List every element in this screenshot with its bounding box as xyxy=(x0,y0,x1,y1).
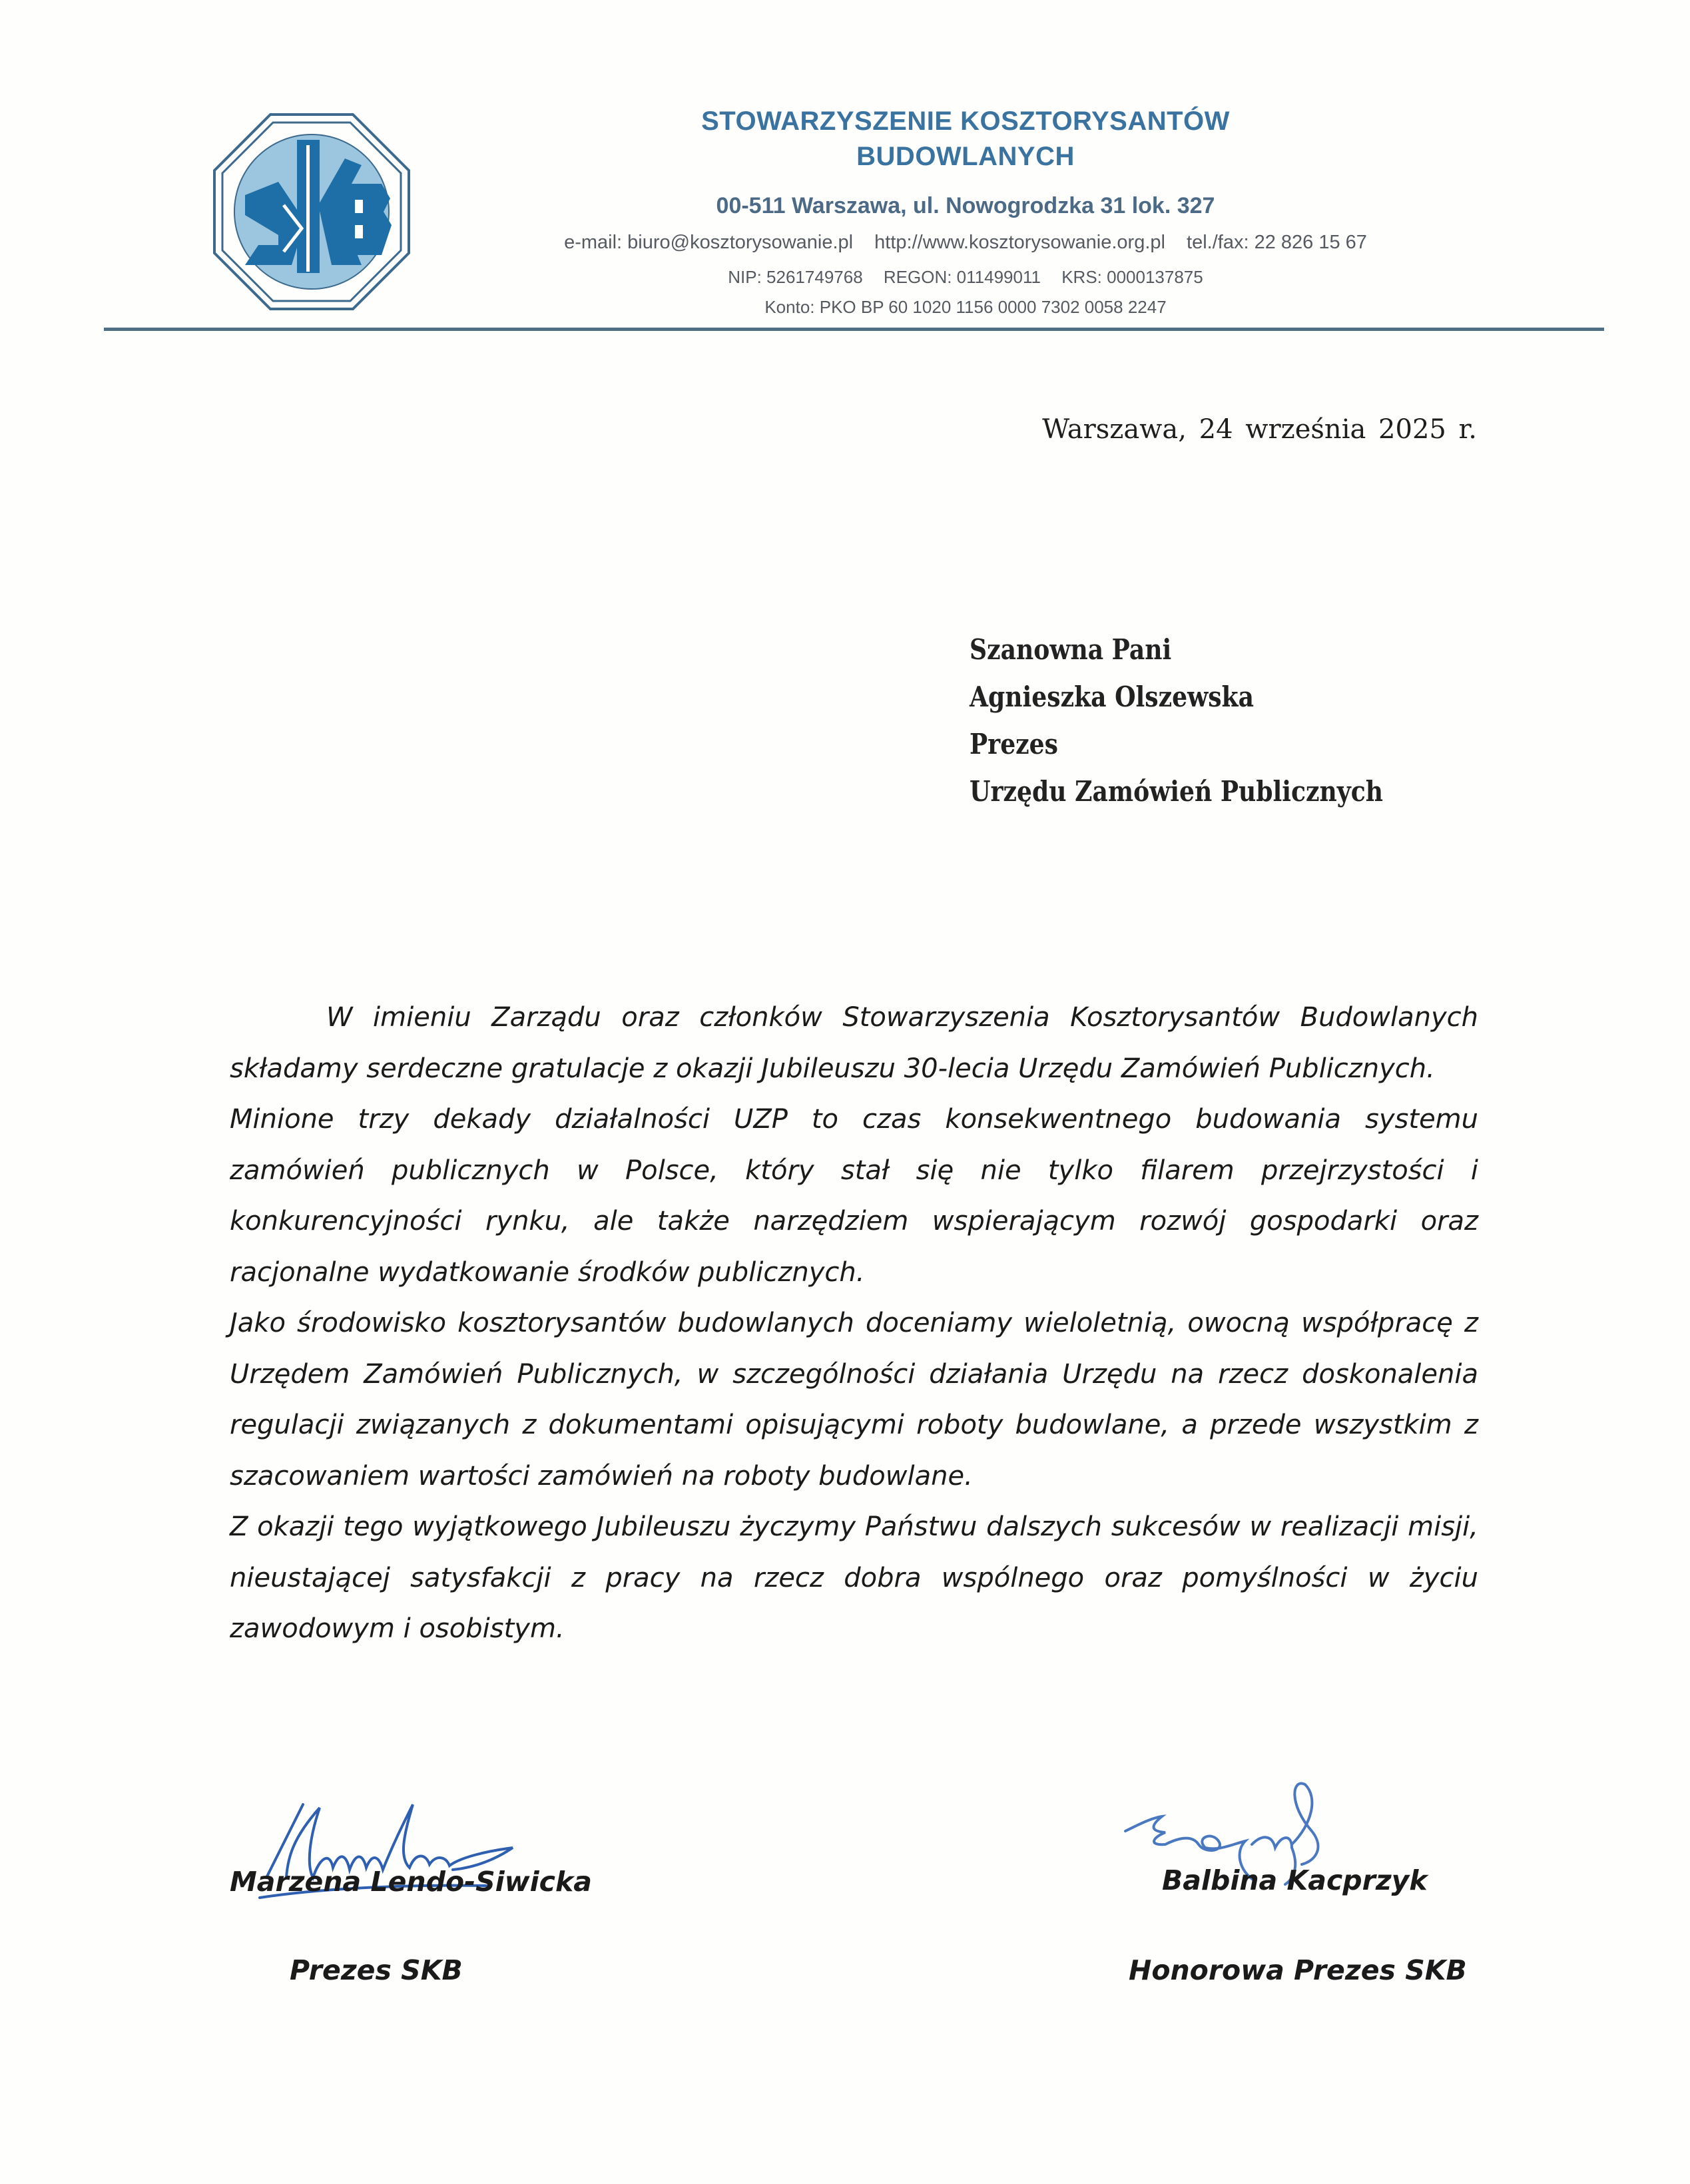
registration-line xyxy=(466,267,1465,288)
letter-date: Warszawa, 24 września 2025 r. xyxy=(1042,414,1477,445)
recipient-title: Prezes xyxy=(970,728,1059,760)
website-link[interactable]: http://www.kosztorysowanie.org.pl xyxy=(874,232,1165,253)
skb-logo-icon xyxy=(212,112,412,312)
signer-role: Honorowa Prezes SKB xyxy=(1129,1954,1467,1986)
body-paragraph: Z okazji tego wyjątkowego Jubileuszu życzymy Państwu dalszych sukcesów w realizacji misji, nieustającej satysfakcji z pracy na rzecz dobra wspólnego oraz pomyślności w życiu zawodowym i osobistym. xyxy=(230,1511,1478,1644)
org-name-line1: STOWARZYSZENIE KOSZTORYSANTÓW xyxy=(701,107,1230,136)
bank-account: Konto: PKO BP 60 1020 1156 0000 7302 0058 2247 xyxy=(764,297,1167,317)
regon-number: REGON: 011499011 xyxy=(883,267,1041,287)
org-address: 00-511 Warszawa, ul. Nowogrodzka 31 lok. 327 xyxy=(716,193,1215,218)
nip-number: NIP: 5261749768 xyxy=(728,267,863,287)
email-link[interactable]: e-mail: biuro@kosztorysowanie.pl xyxy=(564,232,854,253)
recipient-salutation: Szanowna Pani xyxy=(970,633,1172,666)
contact-line xyxy=(466,232,1465,254)
signer-name: Balbina Kacprzyk xyxy=(1162,1864,1428,1896)
signer-name: Marzena Lendo-Siwicka xyxy=(230,1866,592,1898)
body-paragraph: W imieniu Zarządu oraz członków Stowarzyszenia Kosztorysantów Budowlanych składamy serdeczne gratulacje z okazji Jubileuszu 30-lecia Urzędu Zamówień Publicznych. xyxy=(230,1002,1478,1084)
header-divider xyxy=(104,328,1604,331)
body-paragraph: Minione trzy dekady działalności UZP to czas konsekwentnego budowania systemu zamówień publicznych w Polsce, który stał się nie tylko filarem przejrzystości i konkurencyjności rynku, ale także narzędziem wspierającym rozwój gospodarki oraz racjonalne wydatkowanie środków publicznych. xyxy=(230,1104,1478,1288)
body-paragraph: Jako środowisko kosztorysantów budowlanych doceniamy wieloletnią, owocną współpracę z Urzędem Zamówień Publicznych, w szczególności działania Urzędu na rzecz doskonalenia regulacji związanych z dokumentami opisującymi roboty budowlane, a przede wszystkim z szacowaniem wartości zamówień na roboty budowlane. xyxy=(230,1308,1478,1492)
signer-role: Prezes SKB xyxy=(290,1954,463,1986)
letter-body xyxy=(230,992,1478,1655)
recipient-institution: Urzędu Zamówień Publicznych xyxy=(970,775,1383,808)
phone-number: tel./fax: 22 826 15 67 xyxy=(1187,232,1367,253)
recipient-name: Agnieszka Olszewska xyxy=(970,681,1254,713)
recipient-block xyxy=(970,626,1383,815)
krs-number: KRS: 0000137875 xyxy=(1061,267,1203,287)
org-name-line2: BUDOWLANYCH xyxy=(856,142,1075,171)
